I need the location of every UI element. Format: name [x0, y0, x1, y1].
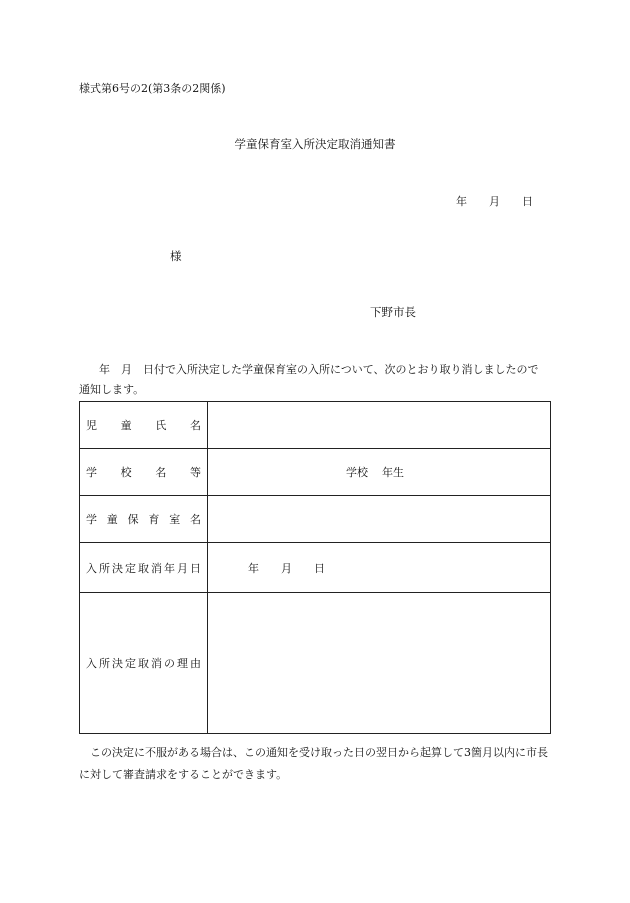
table-row-child-name	[80, 402, 551, 449]
addressee-suffix: 様	[170, 249, 182, 263]
cancel-year-label: 年	[248, 561, 259, 575]
label-char: 入	[86, 561, 97, 575]
label-facility	[80, 496, 208, 543]
label-char: 月	[177, 561, 188, 575]
label-char: 所	[99, 561, 110, 575]
label-char: 等	[189, 466, 201, 479]
label-char: 童	[106, 513, 118, 526]
label-char: 氏	[155, 419, 167, 432]
date-day-label: 日	[522, 195, 533, 208]
label-text	[86, 511, 201, 527]
document-title: 学童保育室入所決定取消通知書	[234, 137, 396, 151]
issue-date	[456, 193, 533, 209]
label-char: 名	[155, 466, 167, 479]
label-text	[86, 655, 201, 671]
label-text	[86, 464, 201, 480]
value-reason[interactable]	[208, 593, 551, 734]
label-char: 決	[112, 561, 123, 575]
label-char: 入	[86, 657, 97, 670]
date-month-label: 月	[489, 195, 500, 208]
info-table	[79, 401, 551, 734]
table-row-school	[80, 449, 551, 496]
label-char: 消	[151, 657, 162, 670]
label-char: 定	[125, 657, 136, 670]
body-text: 年 月 日付で入所決定した学童保育室の入所について、次のとおり取り消しましたので通知します。	[79, 363, 539, 396]
cancel-day-label: 日	[314, 561, 325, 575]
value-facility[interactable]	[208, 496, 551, 543]
value-school[interactable]	[208, 449, 551, 496]
label-reason	[80, 593, 208, 734]
label-char: 校	[120, 466, 132, 479]
label-char: 決	[112, 657, 123, 670]
label-char: 年	[164, 561, 175, 575]
table-row-facility	[80, 496, 551, 543]
school-suffix: 学校	[346, 466, 368, 479]
label-char: 名	[189, 419, 201, 432]
label-char: 学	[86, 513, 97, 526]
label-char: 名	[189, 513, 201, 526]
label-char: 学	[86, 466, 97, 479]
label-text	[86, 417, 201, 433]
cancel-month-label: 月	[281, 561, 292, 575]
label-text	[86, 560, 201, 576]
label-char: 由	[190, 657, 201, 670]
label-char: 童	[120, 419, 132, 432]
label-char: 室	[169, 513, 181, 526]
label-char: 日	[190, 561, 201, 575]
issuer-name: 下野市長	[370, 305, 416, 319]
label-cancel-date	[80, 543, 208, 593]
grade-suffix: 年生	[382, 466, 404, 479]
date-year-label: 年	[456, 195, 467, 208]
table-row-reason	[80, 593, 551, 734]
label-char: 所	[99, 657, 110, 670]
table-row-cancel-date	[80, 543, 551, 593]
label-school	[80, 449, 208, 496]
label-char: 消	[151, 561, 162, 575]
label-char: 児	[86, 419, 97, 432]
label-char: 育	[148, 513, 160, 526]
value-cancel-date[interactable]	[208, 543, 551, 593]
label-char: 保	[127, 513, 139, 526]
label-char: 定	[125, 561, 136, 575]
label-char: 取	[138, 657, 149, 670]
appeal-notice: この決定に不服がある場合は、この通知を受け取った日の翌日から起算して3箇月以内に市長に対して審査請求をすることができます。	[79, 746, 548, 781]
label-char: 取	[138, 561, 149, 575]
form-number: 様式第6号の2(第3条の2関係)	[79, 82, 226, 95]
label-child-name	[80, 402, 208, 449]
label-char: の	[164, 657, 175, 670]
value-child-name[interactable]	[208, 402, 551, 449]
label-char: 理	[177, 657, 188, 670]
